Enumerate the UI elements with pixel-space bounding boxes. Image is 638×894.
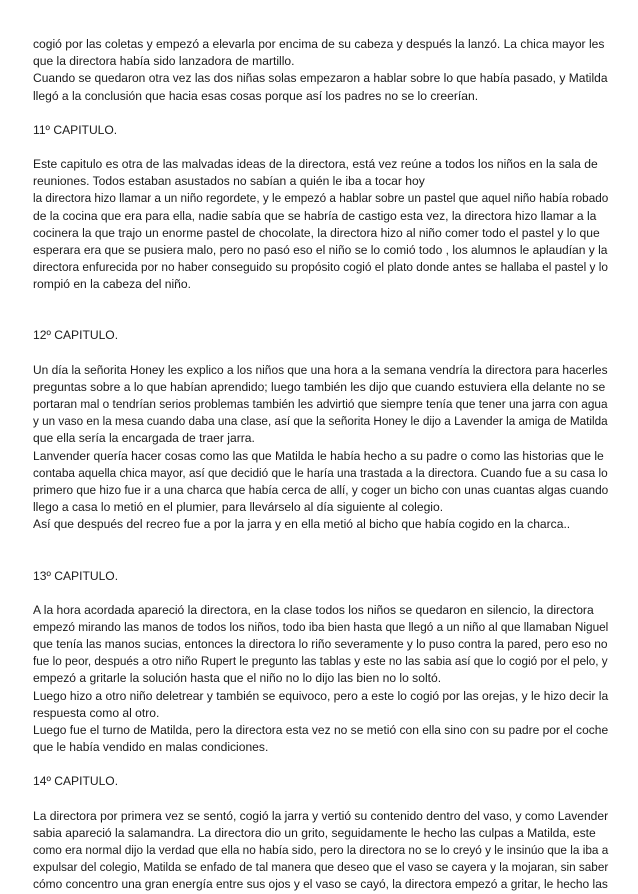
text-line: cocinera la que trajo un enorme pastel de chocolate, la directora hizo al niño comer todo el pastel y lo que (33, 225, 600, 240)
text-line: cómo concentro una gran energía entre sus ojos y el vaso se cayó, la directora empezó a gritar, le hecho las (33, 877, 608, 892)
text-line: Este capitulo es otra de las malvadas ideas de la directora, está vez reúne a todos los niños en la sala de (33, 156, 598, 171)
text-line: contaba aquella chica mayor, así que decidió que le haría una trastada a la directora. Cuando fue a su casa lo (33, 465, 608, 480)
text-line: sabia apareció la salamandra. La directora dio un grito, seguidamente le hecho las culpas a Matilda, este (33, 825, 596, 840)
text-line: de la cocina que era para ella, nadie sabía que se habría de castigo esta vez, la directora hizo llamar a la (33, 208, 597, 223)
text-line: portaran mal o tendrían serios problemas también les advirtió que siempre tenía que tener una jarra con agua (33, 397, 608, 411)
text-line: directora enfurecida por no haber conseguido su propósito cogió el plato donde antes se hallaba el pastel y lo (33, 260, 608, 275)
paragraph-chapter-13 (33, 602, 608, 757)
text-line: la directora hizo llamar a un niño regordete, y le empezó a hablar sobre un pastel que aquel niño había robado (33, 191, 609, 206)
text-line: llego a casa lo metió en el plumier, para llevárselo al día siguiente al colegio. (33, 500, 444, 515)
text-line: Luego hizo a otro niño deletrear y también se equivoco, pero a este lo cogió por las orejas, y le hizo decir la (33, 688, 609, 703)
text-line: reuniones. Todos estaban asustados no sabían a quién le iba a tocar hoy (33, 174, 425, 189)
text-line: Cuando se quedaron otra vez las dos niñas solas empezaron a hablar sobre lo que había pasado, y Matilda (33, 71, 608, 86)
chapter-heading-14: 14º CAPITULO. (33, 774, 119, 789)
text-line: fue lo peor, después a otro niño Rupert le pregunto las tablas y este no las sabia así que lo cogió por el pelo, y (33, 654, 608, 669)
text-line: que la directora había sido lanzadora de martillo. (33, 54, 295, 69)
chapter-heading-12: 12º CAPITULO. (33, 328, 119, 343)
text-line: rompió en la cabeza del niño. (33, 277, 191, 292)
text-line: Un día la señorita Honey les explico a los niños que una hora a la semana vendría la directora para hacerles (33, 362, 608, 377)
chapter-heading-13: 13º CAPITULO. (33, 568, 119, 583)
text-line: como era normal dijo la verdad que ella no había sido, pero la directora no se lo creyó y le insinúo que la iba a (33, 842, 609, 857)
text-line: y un vaso en la mesa cuando daba una clase, así que la señorita Honey le dijo a Lavender la amiga de Matilda (33, 414, 608, 429)
text-line: respuesta como al otro. (33, 705, 160, 720)
text-line: Luego fue el turno de Matilda, pero la directora esta vez no se metió con ella sino con su padre por el coche (33, 723, 609, 737)
text-line: que ella sería la encargada de traer jarra. (33, 431, 255, 446)
text-line: La directora por primera vez se sentó, cogió la jarra y vertió su contenido dentro del vaso, y como Lavender (33, 808, 609, 823)
text-line: empezó a gritarle la solución hasta que el niño no lo dijo las bien no lo soltó. (33, 671, 442, 686)
text-line: expulsar del colegio, Matilda se enfado de tal manera que deseo que el vaso se cayera y la mojaran, sin saber (33, 860, 609, 875)
document-page (33, 36, 608, 894)
paragraph-chapter-11 (33, 156, 608, 294)
text-line: Lanvender quería hacer cosas como las que Matilda le había hecho a su padre o como las historias que le (33, 448, 604, 463)
text-line: preguntas sobre a lo que habían aprendido; luego también les dijo que cuando estuviera ella delante no se (33, 379, 606, 394)
text-line: primero que hizo fue ir a una charca que había cerca de allí, y coger un bicho con unas cuantas algas cuando (33, 482, 609, 497)
text-line: Así que después del recreo fue a por la jarra y en ella metió al bicho que había cogido en la charca.. (33, 517, 571, 532)
paragraph-intro (33, 36, 608, 105)
text-line: que le había vendido en malas condiciones. (33, 740, 269, 755)
text-line: A la hora acordada apareció la directora, en la clase todos los niños se quedaron en silencio, la directora (33, 602, 594, 617)
text-line: esperara era que se pusiera malo, pero no pasó eso el niño se lo comió todo , los alumnos le aplaudían y la (33, 242, 608, 257)
text-line: que tenía las manos sucias, entonces la directora lo riño severamente y lo puso contra la pared, pero eso no (33, 637, 608, 652)
paragraph-chapter-12 (33, 362, 608, 534)
paragraph-chapter-14 (33, 808, 608, 894)
text-line: empezó mirando las manos de todos los niños, todo iba bien hasta que llegó a un niño al que llamaban Niguel (33, 619, 609, 634)
text-line: llegó a la conclusión que hacia esas cosas porque así los padres no se lo creerían. (33, 88, 479, 103)
text-line: cogió por las coletas y empezó a elevarla por encima de su cabeza y después la lanzó. La chica mayor les (33, 37, 605, 51)
chapter-heading-11: 11º CAPITULO. (33, 122, 118, 137)
